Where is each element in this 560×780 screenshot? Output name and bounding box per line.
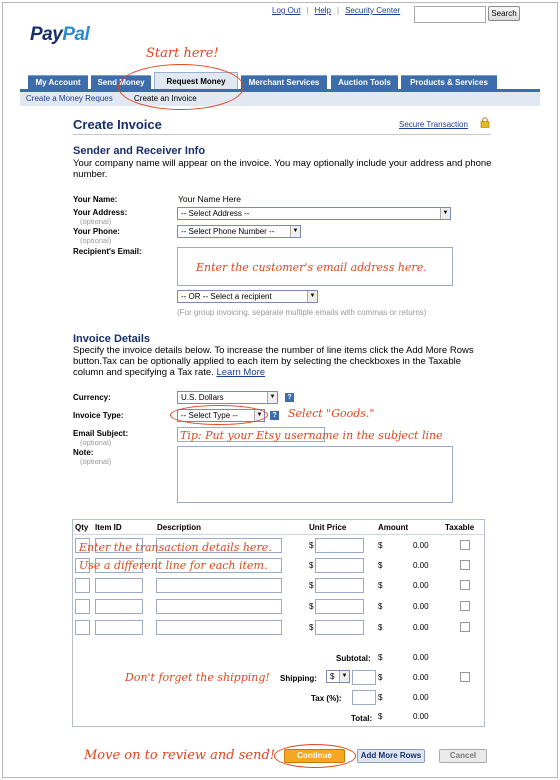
amount-currency: $ xyxy=(378,541,383,550)
amount-value: 0.00 xyxy=(413,541,429,550)
continue-button[interactable]: Continue xyxy=(284,749,345,763)
chevron-down-icon: ▼ xyxy=(307,291,317,302)
taxable-checkbox[interactable] xyxy=(460,622,470,632)
taxable-checkbox[interactable] xyxy=(460,601,470,611)
header-taxable: Taxable xyxy=(445,523,475,532)
unit-price-currency: $ xyxy=(309,623,314,632)
annotation-select-goods: Select "Goods." xyxy=(288,407,375,420)
sub-navigation xyxy=(20,92,540,106)
tab-send-money[interactable]: Send Money xyxy=(91,75,151,89)
total-label: Total: xyxy=(351,714,373,723)
annotation-review: Move on to review and send! xyxy=(84,748,276,763)
subject-optional: (optional) xyxy=(80,438,112,447)
chevron-down-icon: ▼ xyxy=(440,208,450,219)
shipping-input[interactable] xyxy=(352,670,376,685)
tax-label: Tax (%): xyxy=(311,694,342,703)
unit-price-input[interactable] xyxy=(315,578,364,593)
taxable-checkbox[interactable] xyxy=(460,540,470,550)
search-input[interactable] xyxy=(414,6,486,23)
invoice-type-label: Invoice Type: xyxy=(73,411,124,420)
currency-help-icon[interactable]: ? xyxy=(285,393,294,402)
unit-price-input[interactable] xyxy=(315,538,364,553)
annotation-details-1: Enter the transaction details here. xyxy=(79,541,272,554)
tax-input[interactable] xyxy=(352,690,376,705)
tab-auction-tools[interactable]: Auction Tools xyxy=(331,75,398,89)
unit-price-currency: $ xyxy=(309,541,314,550)
cancel-button[interactable]: Cancel xyxy=(439,749,487,763)
title-divider xyxy=(73,134,491,135)
amount-value: 0.00 xyxy=(413,602,429,611)
email-subject-label: Email Subject: xyxy=(73,429,129,438)
shipping-label: Shipping: xyxy=(280,674,317,683)
paypal-logo: PayPal xyxy=(30,24,90,45)
annotation-start-here: Start here! xyxy=(146,46,219,61)
group-invoicing-hint: (For group invoicing, separate multiple emails with commas or returns) xyxy=(177,308,427,317)
subtotal-currency: $ xyxy=(378,653,383,662)
subtotal-label: Subtotal: xyxy=(336,654,371,663)
annotation-ellipse-continue xyxy=(274,744,356,768)
phone-select[interactable]: -- Select Phone Number -- ▼ xyxy=(177,225,301,238)
lock-icon xyxy=(480,117,490,128)
qty-input[interactable] xyxy=(75,578,90,593)
invoice-details-description: Specify the invoice details below. To increase the number of line items click the Add More Rows button.Tax can be optionally applied to each item by selecting the checkboxes in the Taxable column and specifying a Tax rate. Learn More xyxy=(73,345,474,378)
recipient-select[interactable]: -- OR -- Select a recipient ▼ xyxy=(177,290,318,303)
sender-receiver-heading: Sender and Receiver Info xyxy=(73,145,206,157)
amount-value: 0.00 xyxy=(413,581,429,590)
annotation-details-2: Use a different line for each item. xyxy=(79,559,268,572)
page-title: Create Invoice xyxy=(73,117,162,132)
tax-currency: $ xyxy=(378,693,383,702)
shipping-currency: $ xyxy=(378,673,383,682)
unit-price-input[interactable] xyxy=(315,620,364,635)
annotation-ellipse-type xyxy=(170,405,268,425)
amount-currency: $ xyxy=(378,623,383,632)
tab-merchant-services[interactable]: Merchant Services xyxy=(241,75,327,89)
annotation-email: Enter the customer's email address here. xyxy=(196,261,427,274)
amount-currency: $ xyxy=(378,581,383,590)
security-center-link[interactable]: Security Center xyxy=(345,6,401,15)
invoice-type-select[interactable]: -- Select Type -- ▼ xyxy=(177,409,265,422)
chevron-down-icon: ▼ xyxy=(254,410,264,421)
qty-input[interactable] xyxy=(75,620,90,635)
tab-products-services[interactable]: Products & Services xyxy=(401,75,497,89)
subnav-create-invoice[interactable]: Create an Invoice xyxy=(134,94,197,103)
amount-currency: $ xyxy=(378,602,383,611)
secure-transaction-link[interactable]: Secure Transaction xyxy=(399,120,468,129)
item-id-input[interactable] xyxy=(95,620,143,635)
chevron-down-icon: ▼ xyxy=(339,671,349,682)
unit-price-currency: $ xyxy=(309,581,314,590)
tax-amount: 0.00 xyxy=(413,693,429,702)
your-phone-label: Your Phone: xyxy=(73,227,120,236)
shipping-currency-select[interactable]: $ ▼ xyxy=(326,670,350,683)
annotation-tip: Tip: Put your Etsy username in the subject line xyxy=(180,429,443,442)
total-currency: $ xyxy=(378,712,383,721)
qty-input[interactable] xyxy=(75,599,90,614)
search-button[interactable]: Search xyxy=(488,6,520,21)
header-amount: Amount xyxy=(378,523,409,532)
invoice-details-heading: Invoice Details xyxy=(73,333,151,345)
annotation-shipping: Don't forget the shipping! xyxy=(125,671,270,684)
taxable-checkbox[interactable] xyxy=(460,580,470,590)
address-optional: (optional) xyxy=(80,217,112,226)
header-qty: Qty xyxy=(75,523,89,532)
unit-price-input[interactable] xyxy=(315,558,364,573)
unit-price-currency: $ xyxy=(309,561,314,570)
invoice-type-help-icon[interactable]: ? xyxy=(270,411,279,420)
tab-my-account[interactable]: My Account xyxy=(28,75,88,89)
note-field[interactable] xyxy=(177,446,453,503)
recipient-email-label: Recipient's Email: xyxy=(73,247,142,256)
your-address-label: Your Address: xyxy=(73,208,128,217)
amount-value: 0.00 xyxy=(413,561,429,570)
table-header-line xyxy=(73,534,484,535)
currency-label: Currency: xyxy=(73,393,111,402)
learn-more-link[interactable]: Learn More xyxy=(216,367,266,378)
total-value: 0.00 xyxy=(413,712,429,721)
description-input[interactable] xyxy=(156,578,282,593)
sender-description: Your company name will appear on the invoice. You may optionally include your address and phone number. xyxy=(73,158,492,180)
item-id-input[interactable] xyxy=(95,599,143,614)
note-optional: (optional) xyxy=(80,457,112,466)
your-name-value: Your Name Here xyxy=(178,194,241,204)
unit-price-input[interactable] xyxy=(315,599,364,614)
address-select[interactable]: -- Select Address -- ▼ xyxy=(177,207,451,220)
tab-request-money[interactable]: Request Money xyxy=(154,72,238,89)
chevron-down-icon: ▼ xyxy=(290,226,300,237)
annotation-ellipse-start xyxy=(118,64,244,110)
taxable-checkbox[interactable] xyxy=(460,560,470,570)
amount-value: 0.00 xyxy=(413,623,429,632)
description-input[interactable] xyxy=(156,620,282,635)
logout-link[interactable]: Log Out xyxy=(272,6,301,15)
header-description: Description xyxy=(157,523,202,532)
chevron-down-icon: ▼ xyxy=(267,392,277,403)
header-unit-price: Unit Price xyxy=(309,523,347,532)
phone-optional: (optional) xyxy=(80,236,112,245)
header-item-id: Item ID xyxy=(95,523,122,532)
amount-currency: $ xyxy=(378,561,383,570)
description-input[interactable] xyxy=(156,599,282,614)
top-links: Log Out | Help | Security Center xyxy=(272,6,401,15)
subtotal-value: 0.00 xyxy=(413,653,429,662)
shipping-taxable-checkbox[interactable] xyxy=(460,672,470,682)
currency-select[interactable]: U.S. Dollars ▼ xyxy=(177,391,278,404)
add-more-rows-button[interactable]: Add More Rows xyxy=(357,749,425,763)
your-name-label: Your Name: xyxy=(73,195,118,204)
note-label: Note: xyxy=(73,448,94,457)
help-link[interactable]: Help xyxy=(314,6,331,15)
item-id-input[interactable] xyxy=(95,578,143,593)
subnav-create-money-request[interactable]: Create a Money Reques xyxy=(26,94,113,103)
unit-price-currency: $ xyxy=(309,602,314,611)
shipping-amount: 0.00 xyxy=(413,673,429,682)
